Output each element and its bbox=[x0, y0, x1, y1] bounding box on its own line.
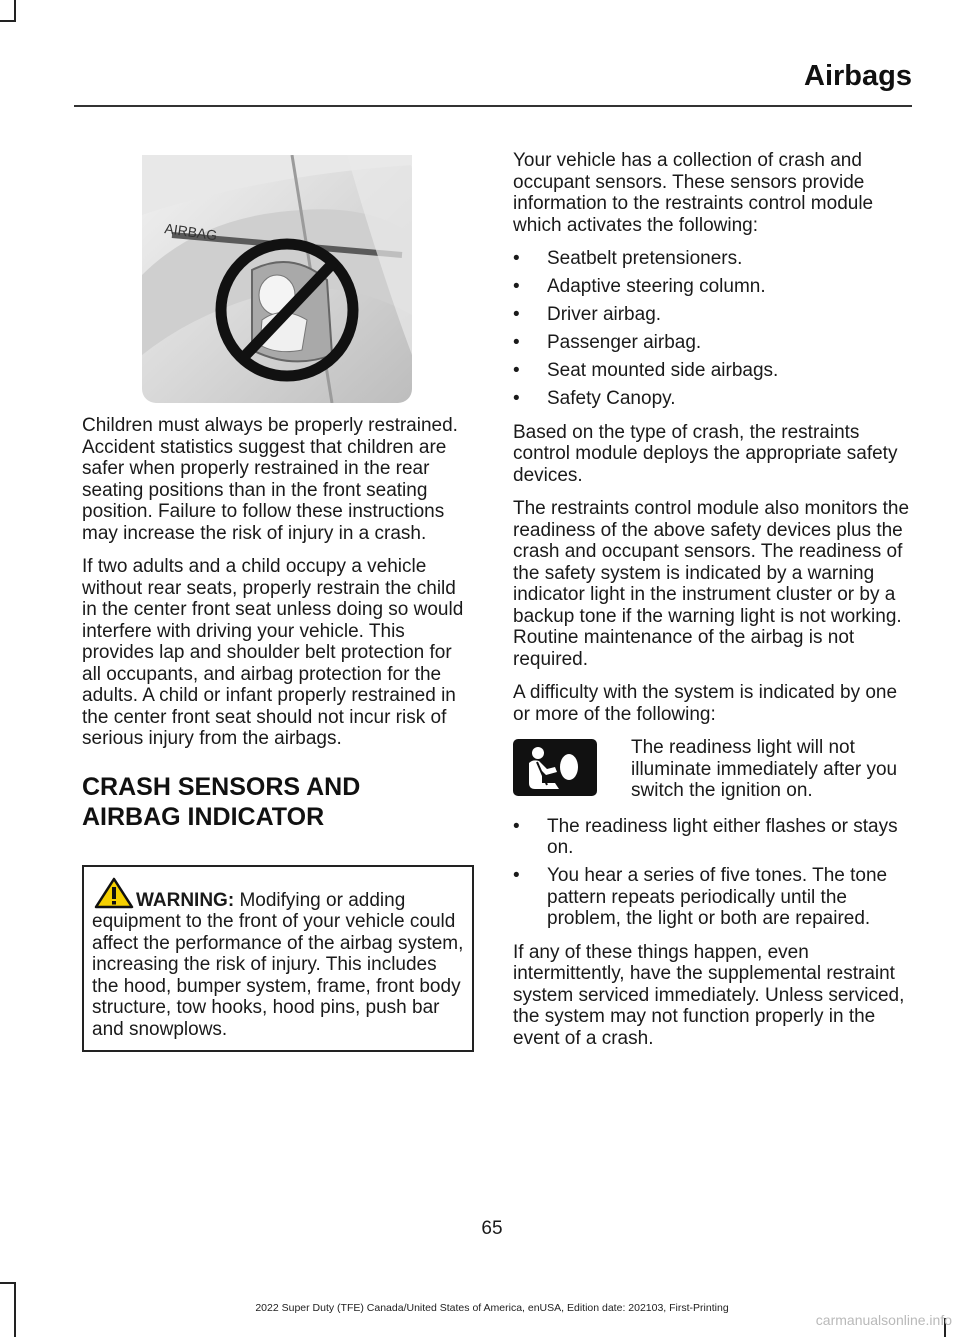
list-item bbox=[513, 865, 909, 930]
list-item bbox=[513, 360, 909, 382]
list-item-text: Safety Canopy. bbox=[547, 388, 676, 409]
list-item-text: Passenger airbag. bbox=[547, 332, 702, 353]
airbag-label: AIRBAG bbox=[163, 220, 219, 244]
airbag-symbol-icon bbox=[525, 745, 585, 791]
list-item bbox=[513, 388, 909, 410]
indicator-description: The readiness light will not illuminate immediately after you switch the ignition on. bbox=[631, 737, 898, 801]
indicator-row bbox=[513, 737, 909, 802]
section-heading-line2: AIRBAG INDICATOR bbox=[82, 802, 325, 831]
bullet: • bbox=[513, 332, 520, 353]
page-footer: 2022 Super Duty (TFE) Canada/United States of America, enUSA, Edition date: 202103, First-Printing bbox=[255, 1302, 729, 1314]
left-column bbox=[82, 150, 474, 1052]
bullet: • bbox=[513, 815, 520, 837]
section-heading-line1: CRASH SENSORS AND bbox=[82, 772, 361, 801]
crop-mark bbox=[0, 20, 16, 22]
warning-text: Modifying or adding equipment to the front of your vehicle could affect the performance of the airbag system, increasing the risk of injury. This includes the hood, bumper system, frame, front body structure, tow hooks, hood pins, push bar and snowplows. bbox=[92, 889, 464, 1040]
list-item-text: You hear a series of five tones. The tone pattern repeats periodically until the problem, the light or both are repaired. bbox=[547, 865, 888, 929]
warning-box bbox=[82, 865, 474, 1053]
symptom-items-list bbox=[513, 816, 909, 930]
list-item-text: Adaptive steering column. bbox=[547, 276, 766, 297]
paragraph-monitor: The restraints control module also monitors the readiness of the above safety devices plus the crash and occupant sensors. The readiness of the safety system is indicated by a warning indicator light in the instrument cluster or by a backup tone if the warning light is not working. Routine maintenance of the airbag is not required. bbox=[513, 498, 910, 670]
warning-triangle-icon bbox=[94, 877, 134, 909]
list-item bbox=[513, 304, 909, 326]
paragraph-deploy: Based on the type of crash, the restraints control module deploys the appropriate safety devices. bbox=[513, 421, 898, 486]
bullet: • bbox=[513, 304, 520, 325]
crop-mark bbox=[14, 0, 16, 22]
watermark: carmanualsonline.info bbox=[815, 1312, 952, 1328]
section-heading bbox=[82, 772, 474, 832]
crop-mark bbox=[0, 1282, 16, 1284]
paragraph-difficulty: A difficulty with the system is indicated by one or more of the following: bbox=[513, 682, 898, 725]
bullet: • bbox=[513, 248, 520, 269]
header-divider bbox=[74, 105, 912, 107]
list-item-text: Seat mounted side airbags. bbox=[547, 360, 779, 381]
list-item bbox=[513, 332, 909, 354]
activated-items-list bbox=[513, 248, 909, 410]
bullet: • bbox=[513, 865, 520, 886]
list-item bbox=[513, 276, 909, 298]
bullet: • bbox=[513, 360, 520, 381]
paragraph-service: If any of these things happen, even intermittently, have the supplemental restraint system serviced immediately. Unless serviced, the system may not function properly in the event of a crash. bbox=[513, 941, 905, 1049]
list-item-text: The readiness light either flashes or stays on. bbox=[547, 815, 898, 858]
list-item bbox=[513, 248, 909, 270]
bullet: • bbox=[513, 388, 520, 409]
no-rear-facing-child-seat-illustration bbox=[142, 155, 412, 403]
page-header-title: Airbags bbox=[804, 60, 912, 92]
airbag-warning-light-icon bbox=[513, 739, 597, 796]
page-number: 65 bbox=[481, 1218, 503, 1239]
list-item-text: Driver airbag. bbox=[547, 304, 662, 325]
paragraph-center-seat: If two adults and a child occupy a vehicle without rear seats, properly restrain the child in the center front seat unless doing so would interfere with driving your vehicle. This provides lap and shoulder belt protection for all occupants, and airbag protection for the adults. A child or infant properly restrained in the center front seat should not incur risk of serious injury from the airbags. bbox=[82, 556, 464, 749]
list-item bbox=[513, 816, 909, 859]
bullet: • bbox=[513, 276, 520, 297]
warning-label: WARNING: bbox=[136, 889, 235, 911]
paragraph-sensors-intro: Your vehicle has a collection of crash and occupant sensors. These sensors provide information to the restraints control module which activates the following: bbox=[513, 150, 874, 236]
warning-paragraph bbox=[92, 877, 464, 1041]
right-column bbox=[513, 150, 909, 1061]
list-item-text: Seatbelt pretensioners. bbox=[547, 248, 743, 269]
paragraph-child-restraint: Children must always be properly restrained. Accident statistics suggest that children are safer when properly restrained in the rear seating positions than in the front seating position. Failure to follow these instructions may increase the risk of injury in a crash. bbox=[82, 415, 458, 544]
